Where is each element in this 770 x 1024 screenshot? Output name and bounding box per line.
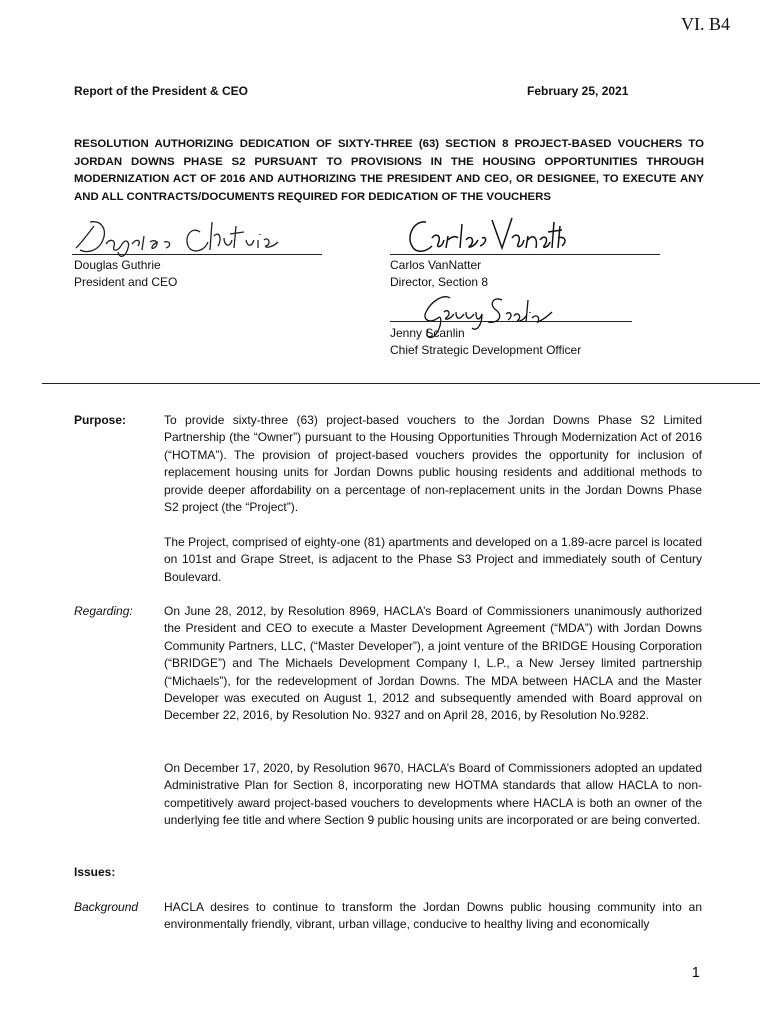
signature-line-2 <box>390 254 660 255</box>
signatory-name: Douglas Guthrie <box>74 258 161 272</box>
page-tag: VI. B4 <box>681 14 730 34</box>
section-divider <box>42 383 760 384</box>
signatory-title: President and CEO <box>74 275 178 289</box>
background-label: Background <box>74 900 139 914</box>
signatory-title: Chief Strategic Development Officer <box>390 343 582 357</box>
signatory-1-block <box>74 257 177 291</box>
signatory-name: Carlos VanNatter <box>390 258 482 272</box>
signatory-2-block <box>390 257 488 291</box>
background-paragraph-1: HACLA desires to continue to transform the Jordan Downs public housing community into an environmentally friendly, vibrant, urban village, conducive to healthy living and economically <box>164 900 702 932</box>
signature-carlos-vannatter <box>404 212 574 258</box>
report-date: February 25, 2021 <box>527 84 629 98</box>
regarding-label: Regarding: <box>74 604 133 618</box>
signatory-title: Director, Section 8 <box>390 275 489 289</box>
purpose-paragraph-1: To provide sixty-three (63) project-based vouchers to the Jordan Downs Phase S2 Limited Partnership (the “Owner”) pursuant to the Housing Opportunities Through Modernization Act of 2016 (“HOTMA”). The provision of project-based vouchers provides the opportunity for inclusion of replacement housing units for Jordan Downs public housing residents and additional methods to provide deeper affordability on a percentage of non-replacement units in the Jordan Downs Phase S2 project (the “Project”). <box>164 413 702 515</box>
regarding-paragraph-2: On December 17, 2020, by Resolution 9670, HACLA’s Board of Commissioners adopted an updated Administrative Plan for Section 8, incorporating new HOTMA standards that allow HACLA to non-competitively award project-based vouchers to developments where HACLA is both an owner of the underlying fee title and where Section 9 public housing units are incorporated or are being converted. <box>164 761 702 828</box>
signatory-name: Jenny Scanlin <box>390 326 465 340</box>
signatory-3-block <box>390 325 581 359</box>
regarding-paragraph-1: On June 28, 2012, by Resolution 8969, HACLA’s Board of Commissioners unanimously authorized the President and CEO to execute a Master Development Agreement (“MDA”) with Jordan Downs Community Partners, LLC, (“Master Developer”), a joint venture of the BRIDGE Housing Corporation (“BRIDGE”) and The Michaels Development Company I, L.P., a New Jersey limited partnership (“Michaels”), for the redevelopment of Jordan Downs. The MDA between HACLA and the Master Developer was executed on August 1, 2012 and subsequently amended with Board approval on December 22, 2016, by Resolution No. 9327 and on April 28, 2016, by Resolution No.9282. <box>164 604 702 723</box>
page-number: 1 <box>691 964 700 981</box>
issues-label: Issues: <box>74 865 116 879</box>
purpose-label: Purpose: <box>74 413 127 427</box>
purpose-paragraph-2: The Project, comprised of eighty-one (81) apartments and developed on a 1.89-acre parcel is located on 101st and Grape Street, is adjacent to the Phase S3 Project and immediately south of Century Boulevard. <box>164 535 702 584</box>
signature-line-1 <box>72 254 322 255</box>
resolution-title: RESOLUTION AUTHORIZING DEDICATION OF SIXTY-THREE (63) SECTION 8 PROJECT-BASED VOUCHERS TO JORDAN DOWNS PHASE S2 PURSUANT TO PROVISIONS IN THE HOUSING OPPORTUNITIES THROUGH MODERNIZATION ACT OF 2016 AND AUTHORIZING THE PRESIDENT AND CEO, OR DESIGNEE, TO EXECUTE ANY AND ALL CONTRACTS/DOCUMENTS REQUIRED FOR DEDICATION OF THE VOUCHERS <box>74 138 704 203</box>
signature-line-3 <box>390 321 632 322</box>
report-of-heading: Report of the President & CEO <box>74 84 249 98</box>
